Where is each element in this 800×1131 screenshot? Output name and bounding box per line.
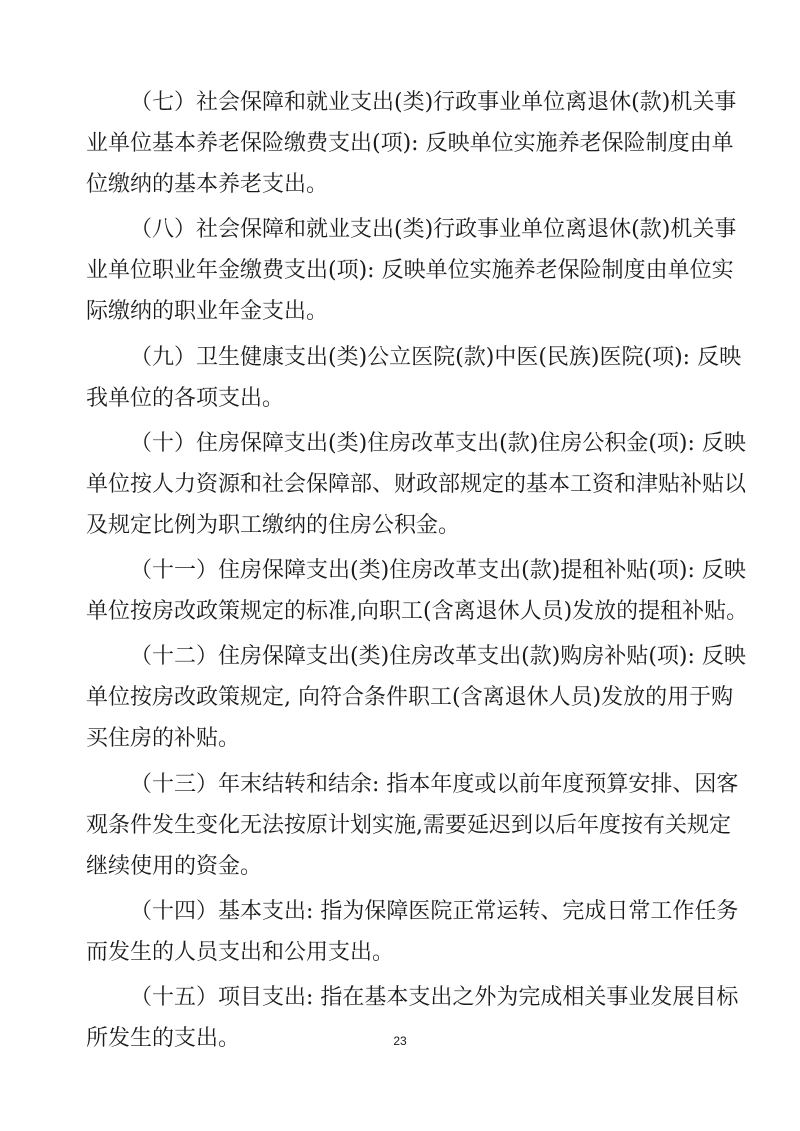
paragraph-line: 际缴纳的职业年金支出。: [86, 299, 329, 325]
paragraph-line: 所发生的支出。: [86, 1026, 241, 1052]
paragraph-line: 继续使用的资金。: [86, 853, 263, 879]
paragraph-line: 观条件发生变化无法按原计划实施,需要延迟到以后年度按有关规定: [86, 812, 731, 838]
paragraph-line: 位缴纳的基本养老支出。: [86, 172, 329, 197]
paragraph-line: 业单位职业年金缴费支出(项): 反映单位实施养老保险制度由单位实: [86, 258, 734, 284]
paragraph-line: （七）社会保障和就业支出(类)行政事业单位离退休(款)机关事: [130, 90, 737, 115]
paragraph-line: （十三）年末结转和结余: 指本年度或以前年度预算安排、因客: [130, 771, 739, 797]
paragraph-line: 我单位的各项支出。: [86, 385, 285, 411]
paragraph-line: 而发生的人员支出和公用支出。: [86, 940, 395, 966]
paragraph-line: （十二）住房保障支出(类)住房改革支出(款)购房补贴(项): 反映: [130, 644, 746, 670]
paragraph-line: 业单位基本养老保险缴费支出(项): 反映单位实施养老保险制度由单: [86, 131, 734, 156]
paragraph-9: [86, 337, 742, 419]
paragraph-line: 单位按房改政策规定, 向符合条件职工(含离退休人员)发放的用于购: [86, 685, 734, 711]
paragraph-10: [86, 423, 747, 546]
paragraph-line: 单位按人力资源和社会保障部、财政部规定的基本工资和津贴补贴以: [86, 471, 747, 497]
paragraph-line: （八）社会保障和就业支出(类)行政事业单位离退休(款)机关事: [130, 217, 737, 243]
paragraph-12: [86, 636, 746, 759]
page-number: 23: [393, 1034, 407, 1048]
paragraph-line: 买住房的补贴。: [86, 726, 241, 752]
paragraph-line: 单位按房改政策规定的标准,向职工(含离退休人员)发放的提租补贴。: [86, 599, 749, 625]
paragraph-13: [86, 764, 739, 887]
paragraph-line: （九）卫生健康支出(类)公立医院(款)中医(民族)医院(项): 反映: [130, 344, 742, 370]
paragraph-line: 及规定比例为职工缴纳的住房公积金。: [86, 512, 461, 538]
paragraph-line: （十一）住房保障支出(类)住房改革支出(款)提租补贴(项): 反映: [130, 558, 746, 584]
paragraph-7: [86, 82, 737, 205]
paragraph-line: （十五）项目支出: 指在基本支出之外为完成相关事业发展目标: [130, 985, 739, 1011]
document-body: [86, 82, 749, 1064]
paragraph-line: （十四）基本支出: 指为保障医院正常运转、完成日常工作任务: [130, 899, 739, 925]
paragraph-8: [86, 209, 737, 332]
paragraph-14: [86, 891, 739, 973]
paragraph-11: [86, 550, 749, 632]
paragraph-line: （十）住房保障支出(类)住房改革支出(款)住房公积金(项): 反映: [130, 430, 746, 456]
